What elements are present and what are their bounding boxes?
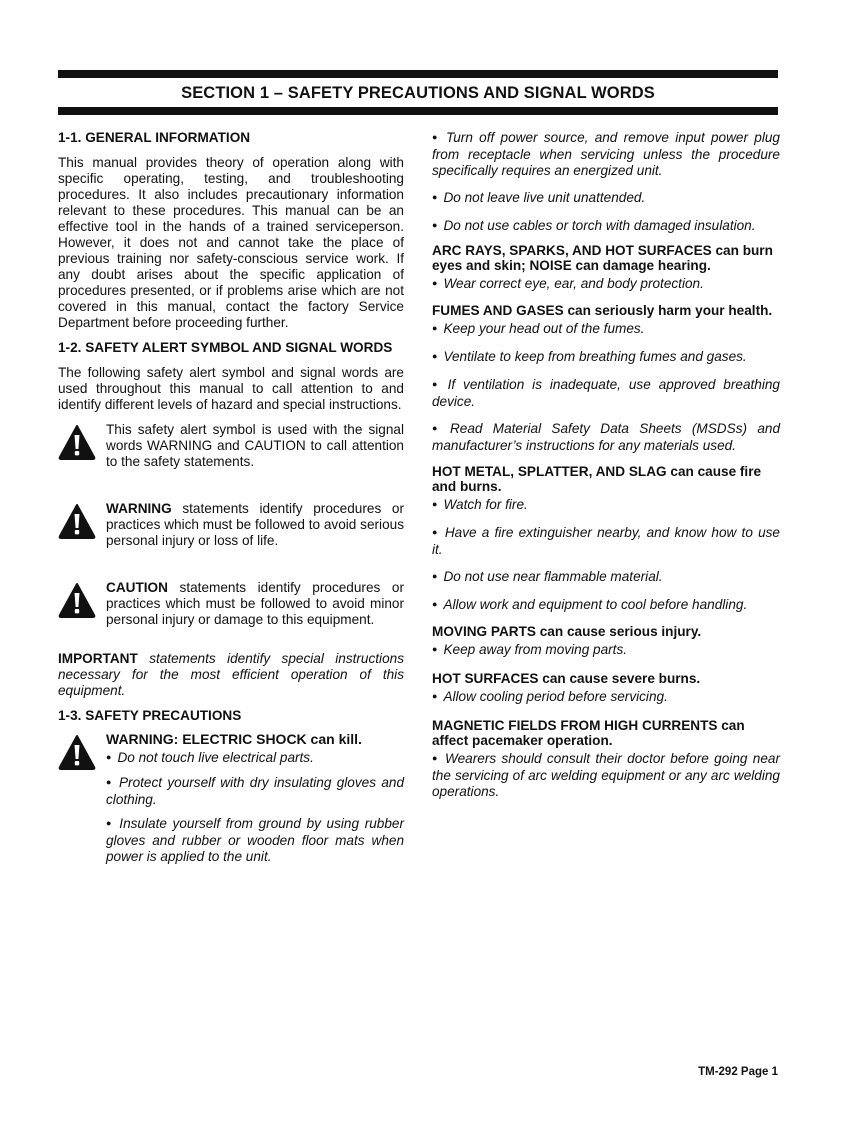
- right-column: [432, 130, 780, 811]
- page-footer: TM-292 Page 1: [698, 1066, 778, 1078]
- list-item: ● Do not touch live electrical parts.: [106, 750, 404, 767]
- arc-rays-heading: ARC RAYS, SPARKS, AND HOT SURFACES can burn eyes and skin; NOISE can damage hearing.: [432, 243, 773, 273]
- heading-general-information: 1-1. GENERAL INFORMATION: [58, 130, 251, 145]
- list-item: ● Watch for fire.: [432, 497, 780, 514]
- list-item: ● Do not use cables or torch with damaged insulation.: [432, 218, 780, 235]
- warning-triangle-icon: [58, 582, 96, 618]
- alert-symbol-block: [58, 422, 404, 470]
- caution-word: CAUTION: [106, 580, 168, 595]
- alert-symbol-text: This safety alert symbol is used with the signal words WARNING and CAUTION to call attention to the safety statements.: [106, 422, 404, 469]
- list-item: ● Ventilate to keep from breathing fumes and gases.: [432, 349, 780, 366]
- warning-triangle-icon: [58, 503, 96, 539]
- warning-description: statements identify procedures or practices which must be followed to avoid serious personal injury or loss of life.: [106, 501, 404, 548]
- list-item: ● Wear correct eye, ear, and body protection.: [432, 276, 780, 293]
- caution-text: [106, 580, 404, 628]
- warning-text: [106, 501, 404, 549]
- list-item: ● Read Material Safety Data Sheets (MSDSs) and manufacturer’s instructions for any materials used.: [432, 421, 780, 454]
- warning-triangle-icon: [58, 734, 96, 770]
- list-item: ● Wearers should consult their doctor before going near the servicing of arc welding equipment or any arc welding operations.: [432, 751, 780, 800]
- magnetic-fields-heading: MAGNETIC FIELDS FROM HIGH CURRENTS can affect pacemaker operation.: [432, 718, 745, 748]
- list-item: ● Keep away from moving parts.: [432, 642, 780, 659]
- caution-block: [58, 580, 404, 628]
- list-item: ● Do not use near flammable material.: [432, 569, 780, 586]
- list-item: ● Turn off power source, and remove input power plug from receptacle when servicing unless the procedure specifically requires an energized unit.: [432, 130, 780, 179]
- important-text: [58, 651, 404, 699]
- warning-triangle-icon: [58, 424, 96, 460]
- fumes-heading: FUMES AND GASES can seriously harm your health.: [432, 303, 773, 318]
- important-description: statements identify special instructions necessary for the most efficient operation of this equipment.: [58, 651, 404, 698]
- list-item: ● If ventilation is inadequate, use approved breathing device.: [432, 377, 780, 410]
- heading-safety-alert-symbol: 1-2. SAFETY ALERT SYMBOL AND SIGNAL WORDS: [58, 340, 393, 355]
- hot-surfaces-heading: HOT SURFACES can cause severe burns.: [432, 671, 701, 686]
- moving-parts-heading: MOVING PARTS can cause serious injury.: [432, 624, 702, 639]
- heading-safety-precautions: 1-3. SAFETY PRECAUTIONS: [58, 708, 242, 723]
- list-item: ● Insulate yourself from ground by using rubber gloves and rubber or wooden floor mats when power is applied to the unit.: [106, 816, 404, 865]
- electric-shock-heading: WARNING: ELECTRIC SHOCK can kill.: [106, 731, 362, 747]
- list-item: ● Allow cooling period before servicing.: [432, 689, 780, 706]
- warning-word: WARNING: [106, 501, 172, 516]
- caution-description: statements identify procedures or practices which must be followed to avoid minor personal injury or damage to this equipment.: [106, 580, 404, 627]
- general-information-body: This manual provides theory of operation along with specific operating, testing, and troubleshooting procedures. It also includes precautionary information relevant to these procedures. This manual can be an effective tool in the hands of a trained serviceperson. However, it does not and cannot take the place of previous training nor safety-conscious service work. If any doubt arises about the specific application of procedures presented, or if problems arise which are not covered in this manual, contact the factory Service Department before proceeding further.: [58, 155, 404, 330]
- list-item: ● Allow work and equipment to cool before handling.: [432, 597, 780, 614]
- list-item: ● Protect yourself with dry insulating gloves and clothing.: [106, 775, 404, 808]
- top-rule: [58, 70, 778, 78]
- section-title: SECTION 1 – SAFETY PRECAUTIONS AND SIGNAL WORDS: [181, 84, 655, 102]
- left-column: [58, 130, 404, 880]
- list-item: ● Have a fire extinguisher nearby, and know how to use it.: [432, 525, 780, 558]
- electric-shock-block: [58, 732, 404, 876]
- important-word: IMPORTANT: [58, 651, 138, 666]
- list-item: ● Keep your head out of the fumes.: [432, 321, 780, 338]
- hot-metal-heading: HOT METAL, SPLATTER, AND SLAG can cause fire and burns.: [432, 464, 762, 494]
- safety-alert-body: The following safety alert symbol and signal words are used throughout this manual to call attention to and identify different levels of hazard and special instructions.: [58, 365, 404, 412]
- bottom-rule: [58, 107, 778, 115]
- warning-block: [58, 501, 404, 549]
- list-item: ● Do not leave live unit unattended.: [432, 190, 780, 207]
